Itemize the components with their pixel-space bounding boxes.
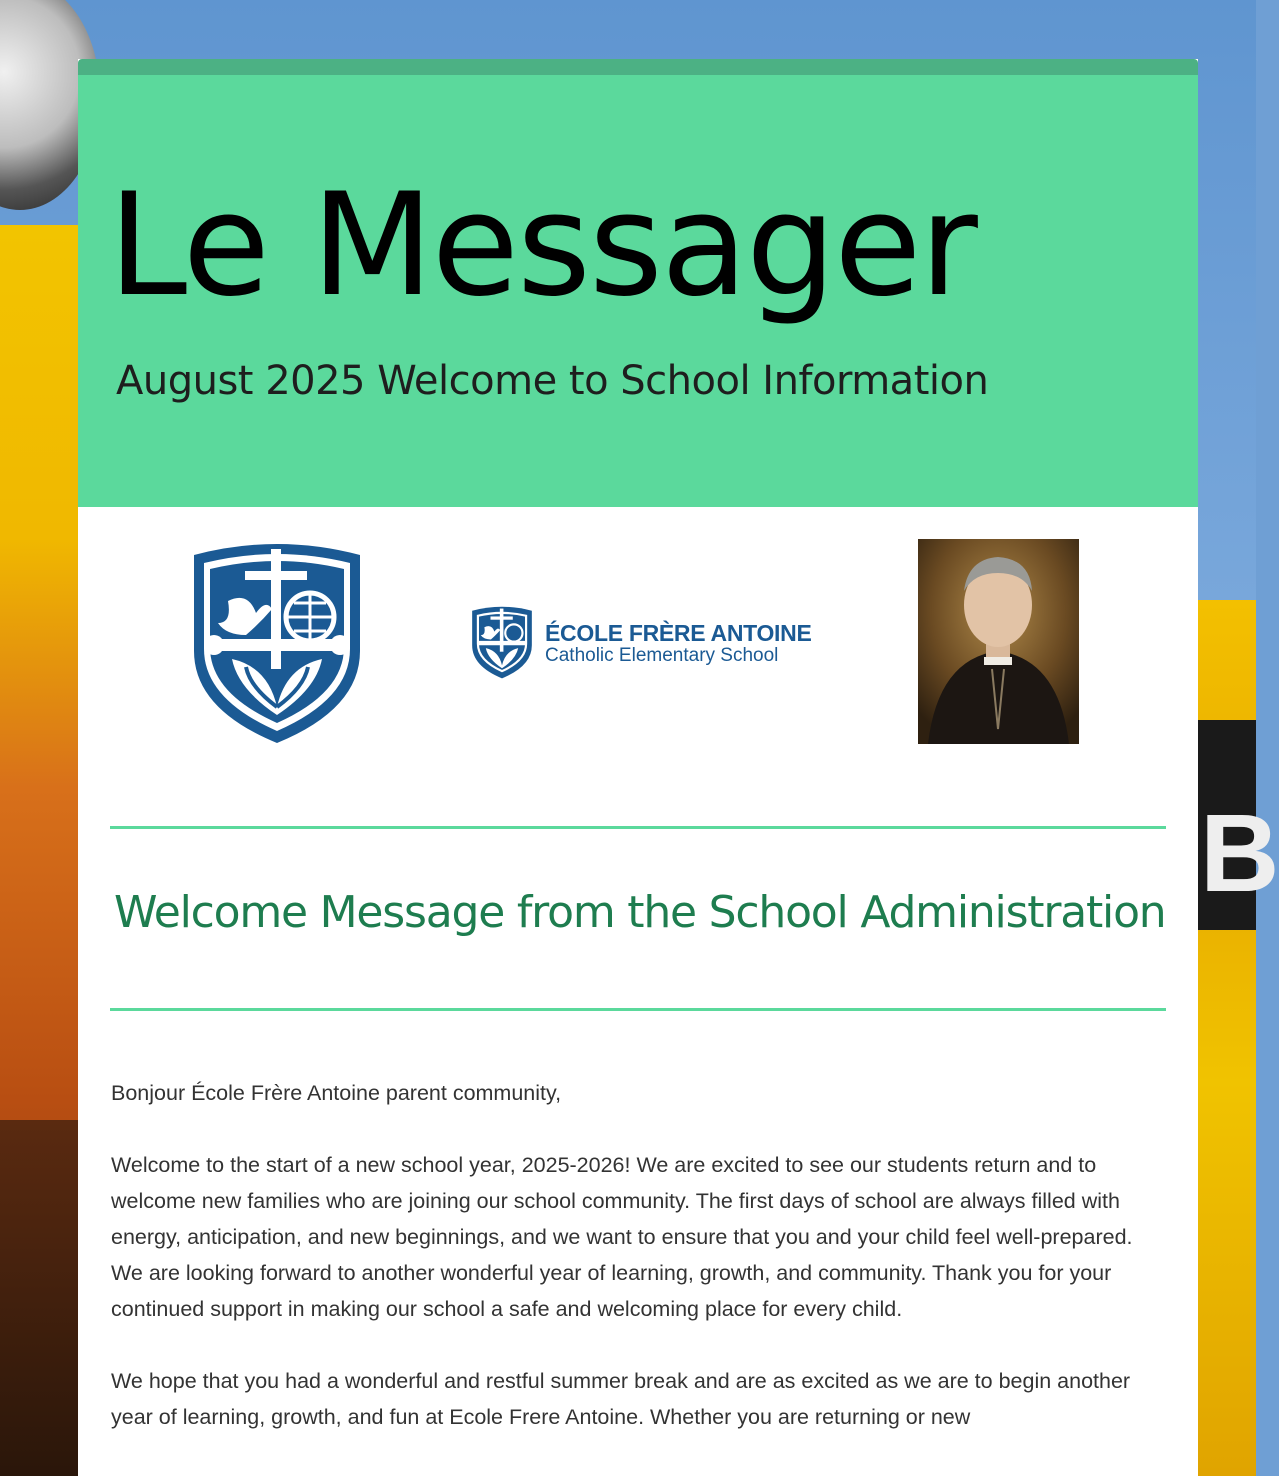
greeting-text: Bonjour École Frère Antoine parent community, <box>111 1081 562 1105</box>
message-body <box>111 1075 1169 1471</box>
newsletter-card <box>78 59 1198 1476</box>
school-brand <box>470 604 812 685</box>
background-photo: B <box>0 0 1256 1476</box>
paragraph-welcome: Welcome to the start of a new school year, 2025-2026! We are excited to see our students return and to welcome new families who are joining our school community. The first days of school are always filled with energy, anticipation, and new beginnings, and we want to ensure that you and your child feel well-prepared. We are looking forward to another wonderful year of learning, growth, and community. Thank you for your continued support in making our school a safe and welcoming place for every child. <box>111 1153 1133 1321</box>
logo-row <box>78 507 1198 827</box>
portrait-image <box>918 539 1079 744</box>
header-top-strip <box>78 59 1198 75</box>
divider-bottom <box>110 1008 1166 1011</box>
newsletter-header <box>78 75 1198 507</box>
school-logo-icon <box>470 604 534 680</box>
school-name: ÉCOLE FRÈRE ANTOINE <box>545 620 812 646</box>
newsletter-subtitle: August 2025 Welcome to School Information <box>116 358 989 404</box>
paragraph-summer: We hope that you had a wonderful and restful summer break and are as excited as we are to begin another year of learning, growth, and fun at Ecole Frere Antoine. Whether you are returning or new <box>111 1369 1131 1429</box>
school-crest-icon <box>188 539 366 745</box>
section-heading: Welcome Message from the School Administration <box>114 887 1166 938</box>
school-tagline: Catholic Elementary School <box>545 645 779 666</box>
newsletter-title: Le Messager <box>108 163 976 328</box>
divider-top <box>110 826 1166 829</box>
